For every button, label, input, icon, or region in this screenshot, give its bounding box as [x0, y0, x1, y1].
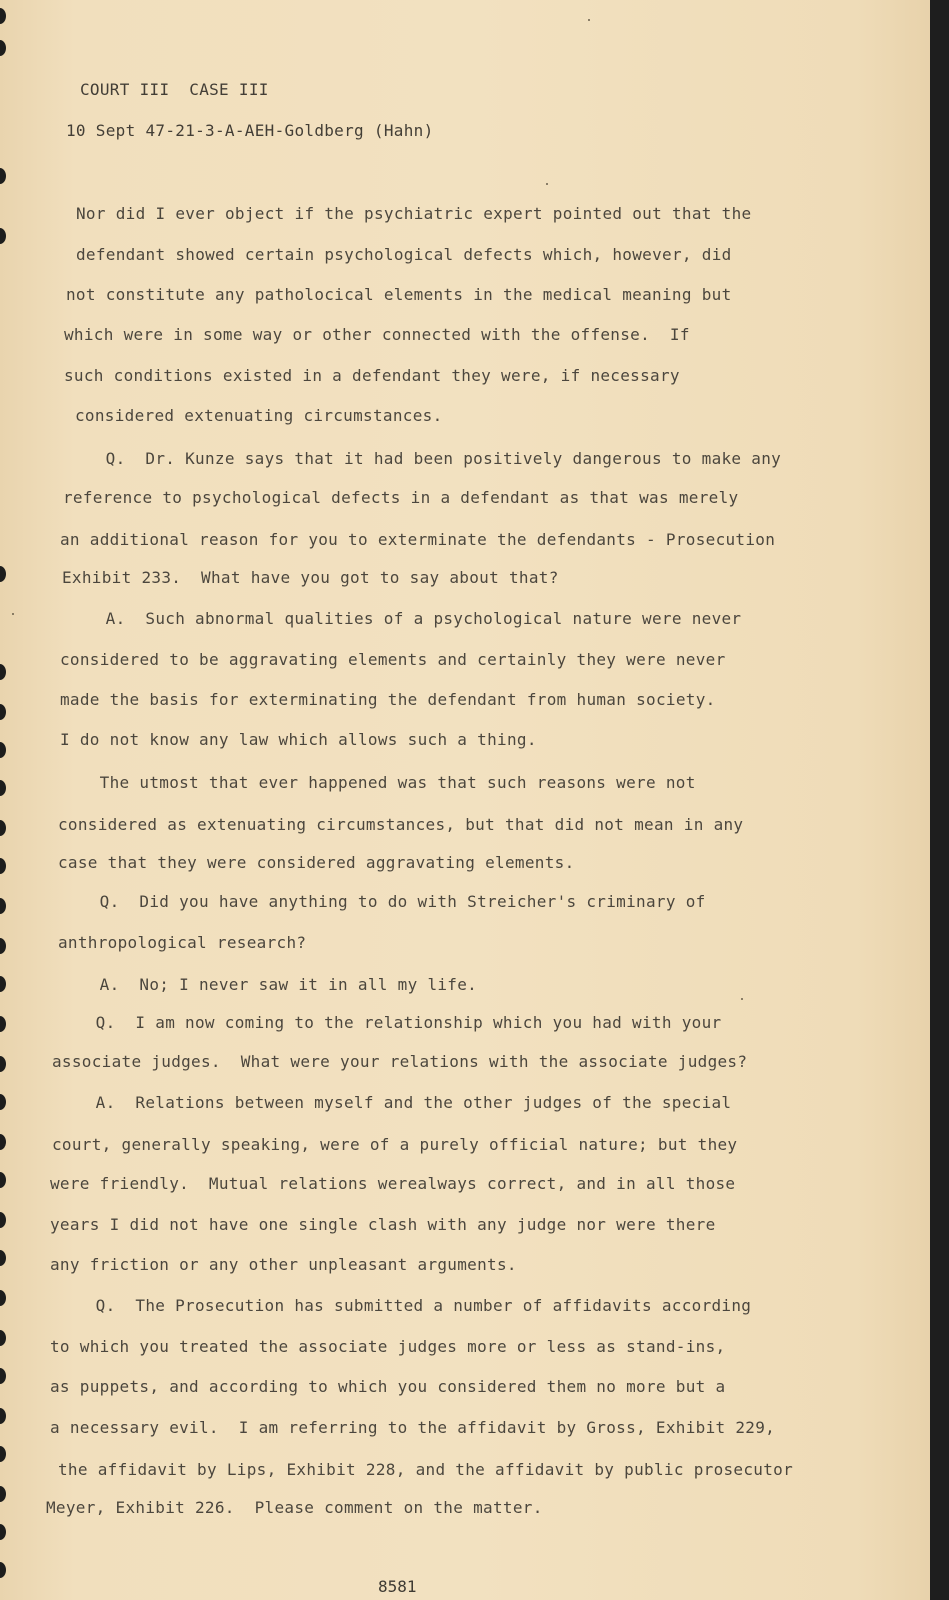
- body-line: defendant showed certain psychological defects which, however, did: [76, 245, 732, 264]
- paper-speck: [588, 19, 590, 21]
- binding-hole: [0, 1056, 6, 1072]
- body-line: case that they were considered aggravating elements.: [58, 853, 575, 872]
- binding-hole: [0, 1486, 6, 1502]
- body-line: The utmost that ever happened was that such reasons were not: [50, 773, 696, 792]
- binding-hole: [0, 1212, 6, 1228]
- body-line: considered as extenuating circumstances, but that did not mean in any: [58, 815, 744, 834]
- body-line: as puppets, and according to which you considered them no more but a: [50, 1377, 726, 1396]
- binding-hole: [0, 1330, 6, 1346]
- binding-hole: [0, 976, 6, 992]
- body-line: Q. Did you have anything to do with Streicher's criminary of: [50, 892, 706, 911]
- body-line: Q. Dr. Kunze says that it had been positively dangerous to make any: [56, 449, 782, 468]
- body-line: were friendly. Mutual relations werealways correct, and in all those: [50, 1174, 736, 1193]
- body-line: A. No; I never saw it in all my life.: [50, 975, 478, 994]
- binding-hole: [0, 780, 6, 796]
- body-line: court, generally speaking, were of a purely official nature; but they: [52, 1135, 738, 1154]
- paper-speck: [741, 998, 743, 1000]
- binding-hole: [0, 1016, 6, 1032]
- body-line: years I did not have one single clash with any judge nor were there: [50, 1215, 716, 1234]
- body-line: to which you treated the associate judges more or less as stand-ins,: [50, 1337, 726, 1356]
- body-line: which were in some way or other connected with the offense. If: [64, 325, 690, 344]
- session-header: 10 Sept 47-21-3-A-AEH-Goldberg (Hahn): [66, 121, 434, 140]
- paper-speck: [12, 613, 14, 615]
- binding-hole: [0, 40, 6, 56]
- binding-hole: [0, 566, 6, 582]
- body-line: A. Relations between myself and the other judges of the special: [46, 1093, 732, 1112]
- binding-hole: [0, 820, 6, 836]
- body-line: considered to be aggravating elements and certainly they were never: [60, 650, 726, 669]
- body-line: made the basis for exterminating the defendant from human society.: [60, 690, 716, 709]
- body-line: associate judges. What were your relations with the associate judges?: [52, 1052, 748, 1071]
- binding-hole: [0, 664, 6, 680]
- body-line: I do not know any law which allows such a thing.: [60, 730, 537, 749]
- body-line: any friction or any other unpleasant arguments.: [50, 1255, 517, 1274]
- binding-hole: [0, 858, 6, 874]
- binding-hole: [0, 168, 6, 184]
- binding-hole: [0, 1408, 6, 1424]
- body-line: Q. The Prosecution has submitted a number of affidavits according: [46, 1296, 752, 1315]
- binding-hole: [0, 1290, 6, 1306]
- body-line: not constitute any patholocical elements in the medical meaning but: [66, 285, 732, 304]
- body-line: such conditions existed in a defendant they were, if necessary: [64, 366, 680, 385]
- binding-hole: [0, 1368, 6, 1384]
- body-line: anthropological research?: [58, 933, 307, 952]
- binding-hole: [0, 742, 6, 758]
- binding-hole: [0, 228, 6, 244]
- binding-hole: [0, 8, 6, 24]
- body-line: an additional reason for you to exterminate the defendants - Prosecution: [60, 530, 776, 549]
- body-line: Meyer, Exhibit 226. Please comment on the matter.: [46, 1498, 543, 1517]
- body-line: the affidavit by Lips, Exhibit 228, and the affidavit by public prosecutor: [58, 1460, 794, 1479]
- page-number: 8581: [378, 1577, 417, 1596]
- body-line: A. Such abnormal qualities of a psychological nature were never: [56, 609, 742, 628]
- body-line: Exhibit 233. What have you got to say about that?: [62, 568, 559, 587]
- binding-hole: [0, 1134, 6, 1150]
- paper-speck: [546, 183, 548, 185]
- body-line: reference to psychological defects in a defendant as that was merely: [63, 488, 739, 507]
- binding-hole: [0, 898, 6, 914]
- body-line: Nor did I ever object if the psychiatric expert pointed out that the: [76, 204, 752, 223]
- scan-border: [930, 0, 949, 1600]
- binding-hole: [0, 1172, 6, 1188]
- binding-hole: [0, 1250, 6, 1266]
- binding-hole: [0, 1562, 6, 1578]
- body-line: a necessary evil. I am referring to the affidavit by Gross, Exhibit 229,: [50, 1418, 776, 1437]
- binding-hole: [0, 704, 6, 720]
- case-header: COURT III CASE III: [80, 80, 269, 99]
- binding-hole: [0, 1094, 6, 1110]
- binding-hole: [0, 938, 6, 954]
- binding-hole: [0, 1446, 6, 1462]
- body-line: considered extenuating circumstances.: [75, 406, 443, 425]
- body-line: Q. I am now coming to the relationship which you had with your: [46, 1013, 722, 1032]
- binding-hole: [0, 1524, 6, 1540]
